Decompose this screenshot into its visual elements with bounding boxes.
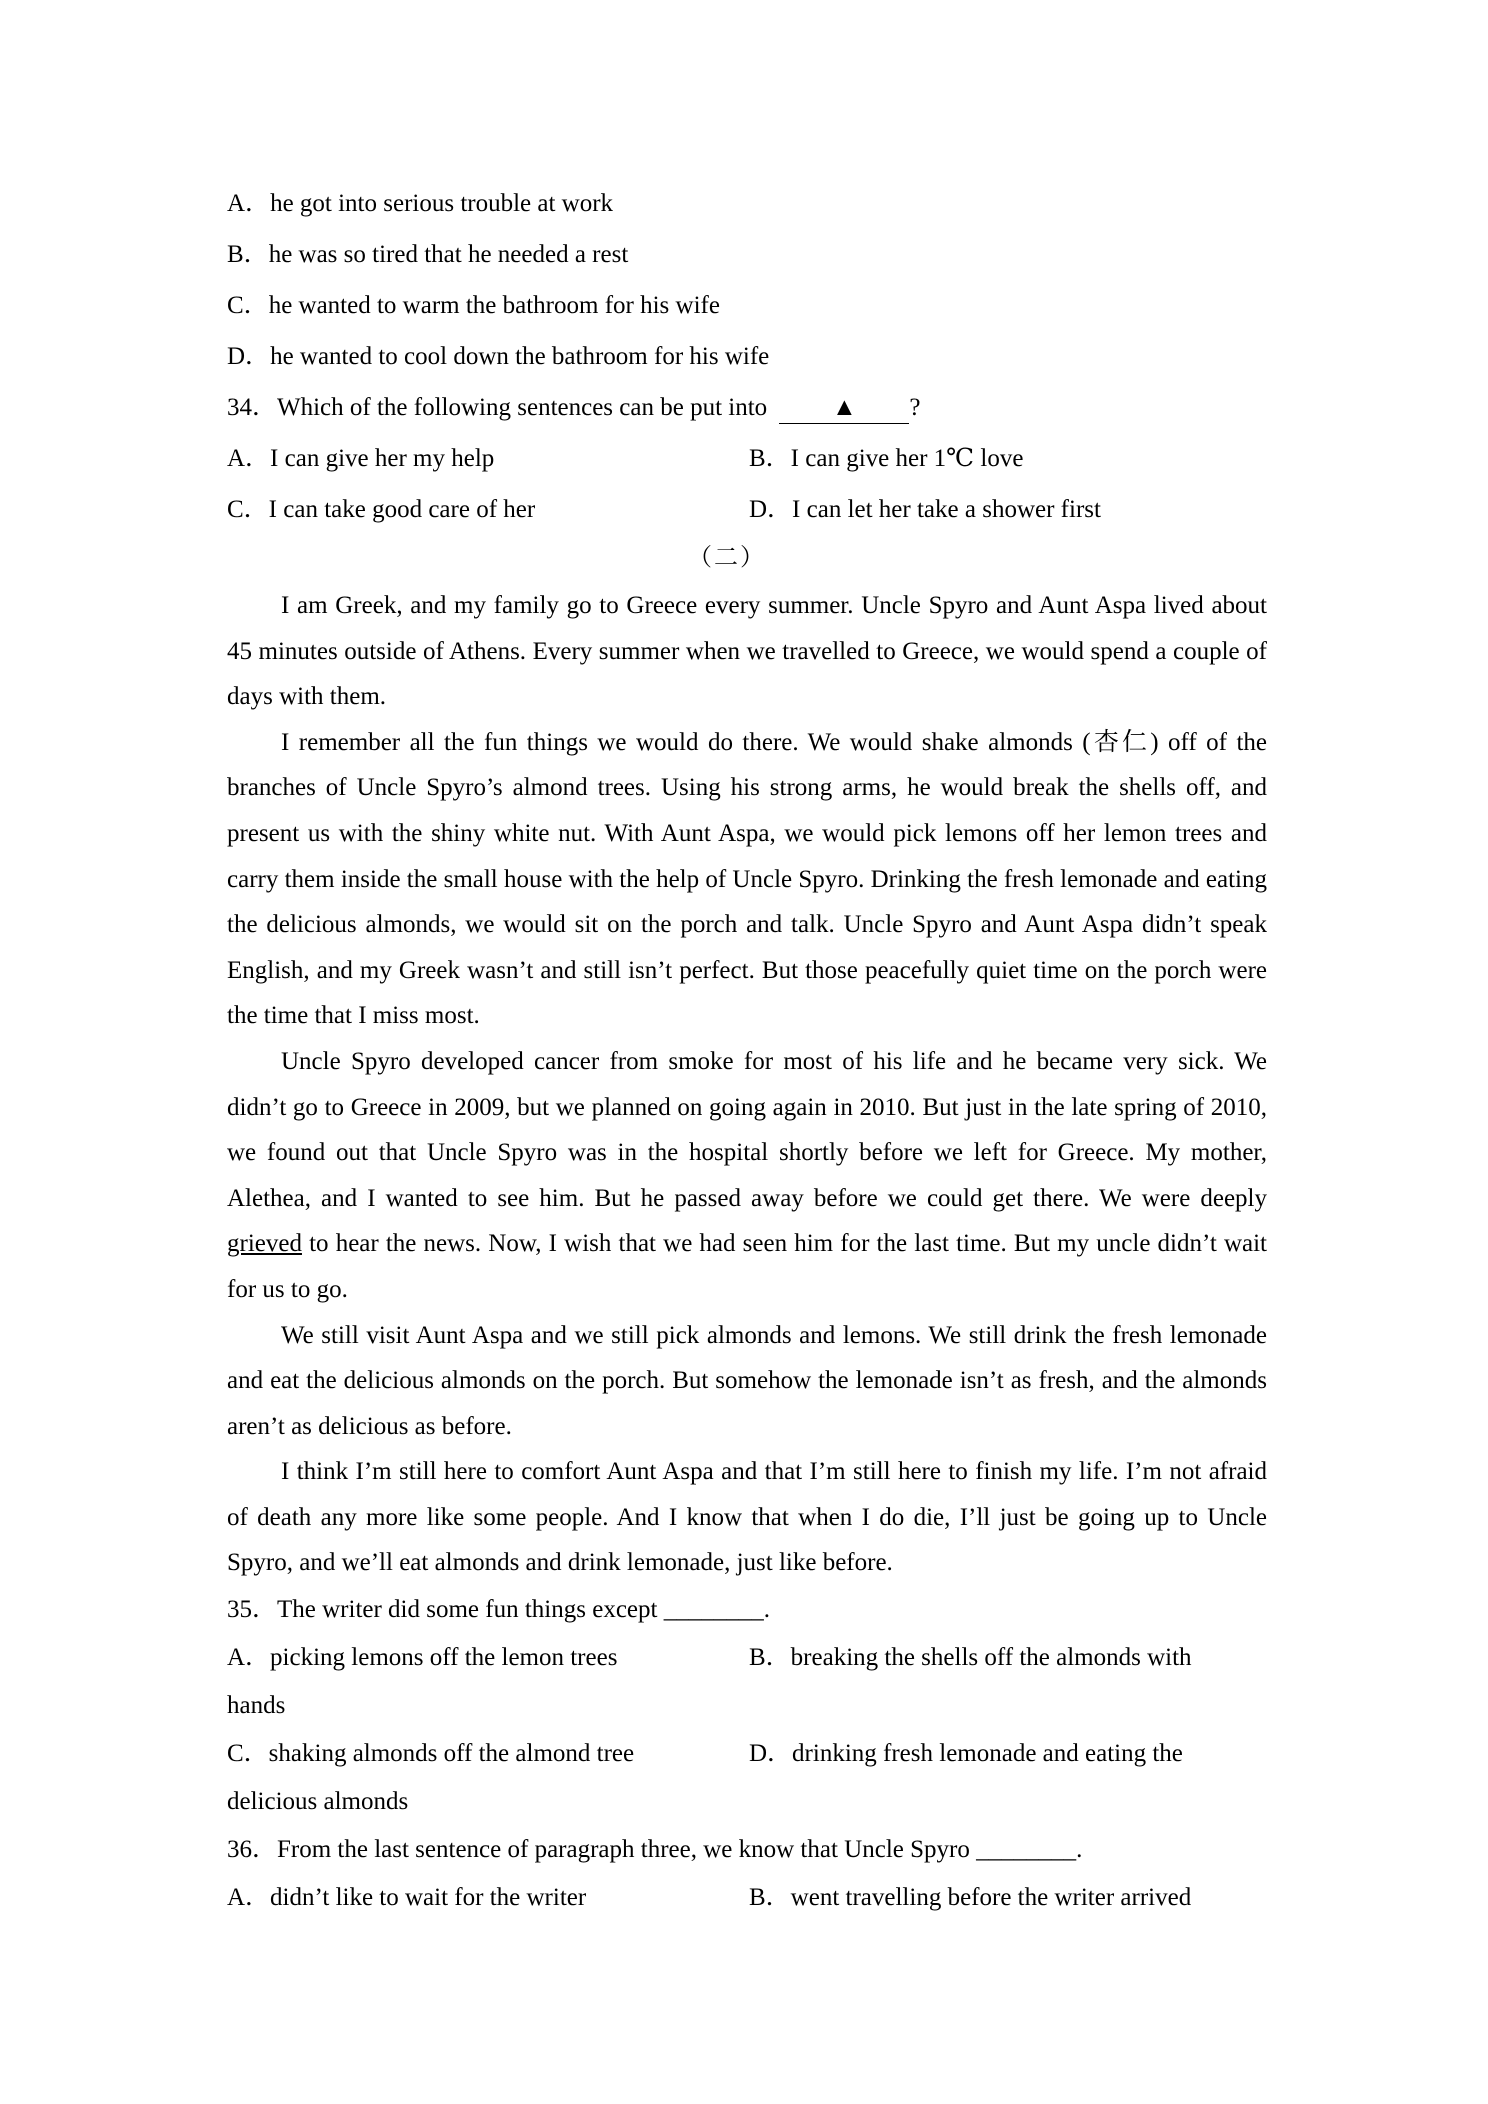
- q36-options-row-1: [227, 1874, 1267, 1922]
- q34-options-row-1: [227, 433, 1267, 484]
- passage-paragraph-2: I remember all the fun things we would do there. We would shake almonds (杏仁) off of the branches of Uncle Spyro’s almond trees. Using his strong arms, he would break the shells off, and present us with the shiny white nut. With Aunt Aspa, we would pick lemons off her lemon trees and carry them inside the small house with the help of Uncle Spyro. Drinking the fresh lemonade and eating the delicious almonds, we would sit on the porch and talk. Uncle Spyro and Aunt Aspa didn’t speak English, and my Greek wasn’t and still isn’t perfect. But those peacefully quiet time on the porch were the time that I miss most.: [227, 728, 1268, 1030]
- q36-stem: 36．From the last sentence of paragraph three, we know that Uncle Spyro ________.: [227, 1836, 1083, 1864]
- q33-option-b: [227, 229, 1267, 280]
- answer-blank: [779, 393, 909, 424]
- q36-block: [227, 1826, 1267, 1922]
- q34-option-d: D．I can let her take a shower first: [749, 496, 1101, 523]
- paragraph-3-text-before: Uncle Spyro developed cancer from smoke for most of his life and he became very sick. We didn’t go to Greece in 2009, but we planned on going again in 2010. But just in the late spring of 2010, we found out that Uncle Spyro was in the hospital shortly before we left for Greece. My mother, Alethea, and I wanted to see him. But he passed away before we could get there. We were deeply: [227, 1047, 1267, 1212]
- option-text: he wanted to cool down the bathroom for his wife: [270, 343, 770, 370]
- q34-options-row-2: [227, 484, 1267, 535]
- option-text: he was so tired that he needed a rest: [268, 241, 629, 268]
- passage-paragraph-4: We still visit Aunt Aspa and we still pick almonds and lemons. We still drink the fresh lemonade and eat the delicious almonds on the porch. But somehow the lemonade isn’t as fresh, and the almonds aren’t as delicious as before.: [227, 1321, 1267, 1440]
- q36-option-b: B．went travelling before the writer arrived: [749, 1884, 1192, 1912]
- q34-option-b: B．I can give her 1℃ love: [749, 445, 1024, 472]
- passage-paragraph-3: [227, 1039, 1267, 1313]
- q33-option-a: [227, 178, 1267, 229]
- q35-stem: 35．The writer did some fun things except ________.: [227, 1596, 770, 1624]
- passage-paragraph-5: I think I’m still here to comfort Aunt Aspa and that I’m still here to finish my life. I’m not afraid of death any more like some people. And I know that when I do die, I’ll just be going up to Uncle Spyro, and we’ll eat almonds and drink lemonade, just like before.: [227, 1458, 1267, 1577]
- question-text: Which of the following sentences can be put into: [277, 394, 768, 421]
- option-text: he wanted to warm the bathroom for his wife: [268, 292, 720, 319]
- passage-paragraph-1: I am Greek, and my family go to Greece every summer. Uncle Spyro and Aunt Aspa lived about 45 minutes outside of Athens. Every summer when we travelled to Greece, we would spend a couple of days with them.: [227, 592, 1267, 711]
- question-number: 34．: [227, 394, 278, 421]
- q35-option-d-continued: delicious almonds: [227, 1788, 409, 1816]
- q36-option-a: A．didn’t like to wait for the writer: [227, 1884, 587, 1912]
- option-text: he got into serious trouble at work: [270, 190, 614, 217]
- reading-passage: [227, 583, 1267, 1586]
- q35-option-d: D．drinking fresh lemonade and eating the: [749, 1740, 1183, 1768]
- option-letter: C．: [227, 292, 269, 319]
- option-letter: D．: [227, 343, 271, 370]
- underlined-word: grieved: [227, 1230, 302, 1258]
- q35-option-b: B．breaking the shells off the almonds with: [749, 1644, 1192, 1672]
- option-letter: A．: [227, 190, 271, 217]
- question-end: ?: [909, 394, 921, 421]
- q35-option-a: A．picking lemons off the lemon trees: [227, 1644, 618, 1672]
- exam-page: [227, 178, 1267, 1922]
- q35-option-c: C．shaking almonds off the almond tree: [227, 1740, 635, 1768]
- option-letter: B．: [227, 241, 269, 268]
- q34-stem: [227, 382, 1267, 433]
- triangle-icon: ▲: [832, 394, 857, 421]
- q33-option-d: [227, 331, 1267, 382]
- q35-options-row-1: [227, 1634, 1267, 1682]
- q33-option-c: [227, 280, 1267, 331]
- q35-option-b-continued: hands: [227, 1692, 286, 1720]
- q35-block: [227, 1586, 1267, 1826]
- section-title: （二）: [688, 545, 766, 571]
- q34-option-c: C．I can take good care of her: [227, 496, 536, 523]
- q34-option-a: A．I can give her my help: [227, 445, 495, 472]
- paragraph-3-text-after: to hear the news. Now, I wish that we had seen him for the last time. But my uncle didn’t wait for us to go.: [227, 1230, 1267, 1303]
- q35-options-row-2: [227, 1730, 1267, 1778]
